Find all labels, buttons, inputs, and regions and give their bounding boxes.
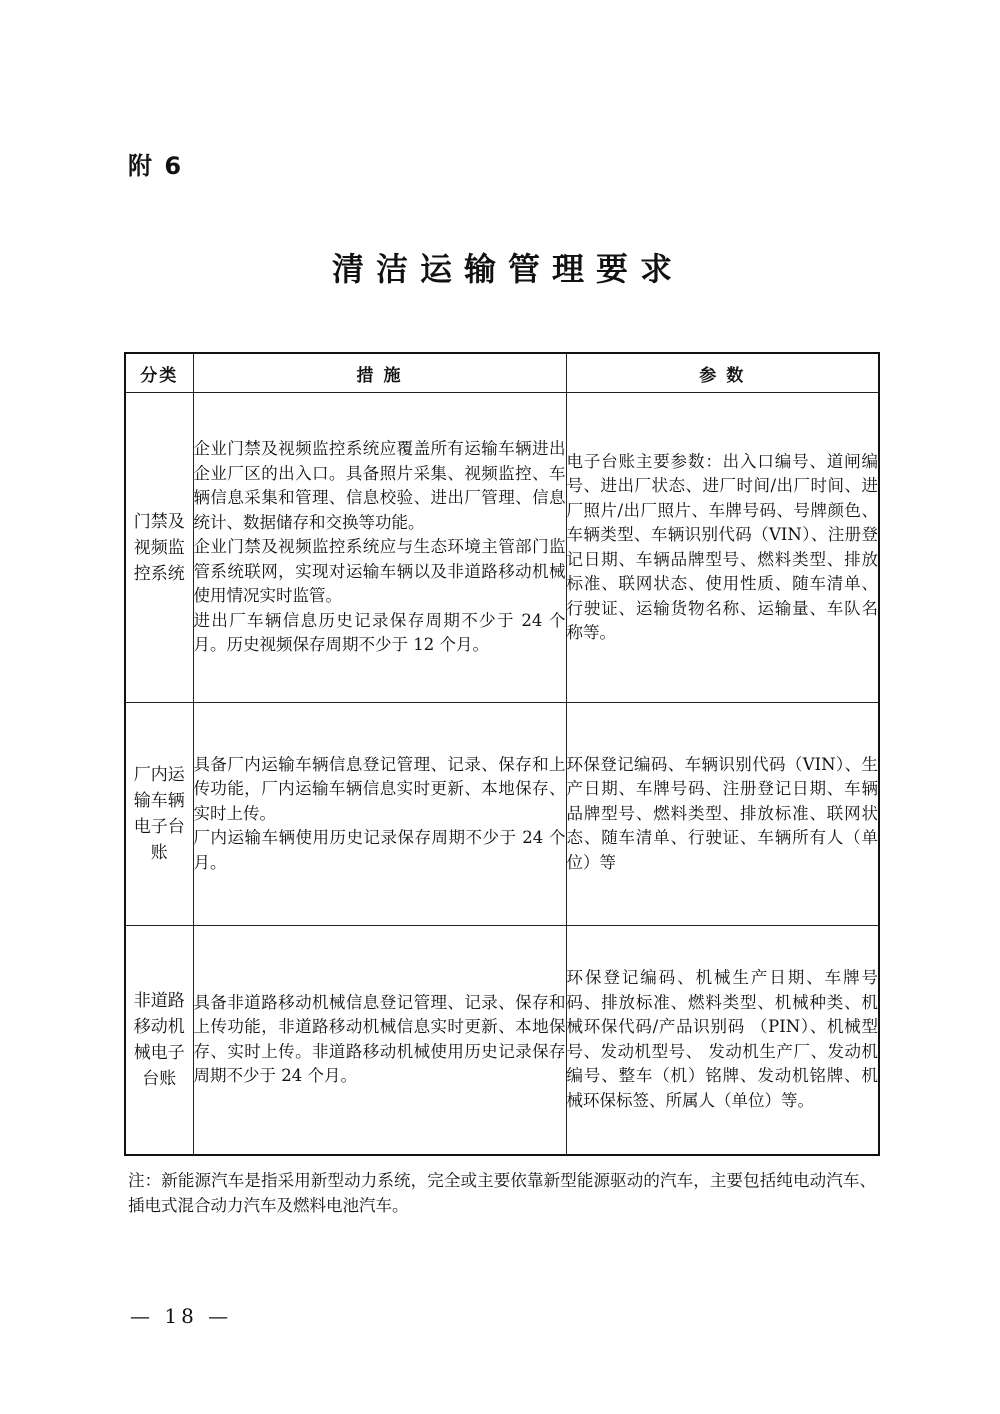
measure-paragraph: 企业门禁及视频监控系统应覆盖所有运输车辆进出企业厂区的出入口。具备照片采集、视频监控、车辆信息采集和管理、信息校验、进出厂管理、信息统计、数据储存和交换等功能。 <box>193 439 566 532</box>
parameters-cell: 环保登记编码、车辆识别代码（VIN）、生产日期、车牌号码、注册登记日期、车辆品牌型号、燃料类型、排放标准、联网状态、随车清单、行驶证、车辆所有人（单位）等 <box>566 703 879 926</box>
table-row <box>125 393 879 703</box>
measures-cell <box>193 703 566 926</box>
requirements-table <box>124 352 880 1156</box>
measure-paragraph: 企业门禁及视频监控系统应与生态环境主管部门监管系统联网，实现对运输车辆以及非道路移动机械使用情况实时监管。 <box>193 537 566 606</box>
parameters-cell: 环保登记编码、机械生产日期、车牌号码、排放标准、燃料类型、机械种类、机械环保代码/产品识别码 （PIN）、机械型号、发动机型号、 发动机生产厂、发动机编号、整车（机）铭牌、发动机铭牌、机械环保标签、所属人（单位）等。 <box>566 926 879 1155</box>
header-category: 分类 <box>125 353 193 393</box>
category-cell: 门禁及视频监控系统 <box>125 393 193 703</box>
header-measures: 措 施 <box>193 353 566 393</box>
page-number: — 18 — <box>130 1304 233 1328</box>
parameters-cell: 电子台账主要参数：出入口编号、道闸编号、进出厂状态、进厂时间/出厂时间、进厂照片/出厂照片、车牌号码、号牌颜色、车辆类型、车辆识别代码（VIN）、注册登记日期、车辆品牌型号、燃料类型、排放标准、联网状态、使用性质、随车清单、行驶证、运输货物名称、运输量、车队名称等。 <box>566 393 879 703</box>
footnote: 注：新能源汽车是指采用新型动力系统，完全或主要依靠新型能源驱动的汽车，主要包括纯电动汽车、插电式混合动力汽车及燃料电池汽车。 <box>128 1171 876 1215</box>
table-row <box>125 926 879 1155</box>
header-parameters: 参 数 <box>566 353 879 393</box>
attachment-label: 附 6 <box>128 152 184 180</box>
measures-cell <box>193 393 566 703</box>
category-cell: 非道路移动机械电子台账 <box>125 926 193 1155</box>
measure-paragraph: 进出厂车辆信息历史记录保存周期不少于 24 个月。历史视频保存周期不少于 12 个月。 <box>193 610 566 655</box>
table-header-row <box>125 353 879 393</box>
measure-paragraph: 具备非道路移动机械信息登记管理、记录、保存和上传功能，非道路移动机械信息实时更新、本地保存、实时上传。非道路移动机械使用历史记录保存周期不少于 24 个月。 <box>193 992 566 1086</box>
document-title: 清洁运输管理要求 <box>331 250 684 288</box>
measure-paragraph: 具备厂内运输车辆信息登记管理、记录、保存和上传功能，厂内运输车辆信息实时更新、本地保存、实时上传。 <box>193 754 566 823</box>
table-row <box>125 703 879 926</box>
measure-paragraph: 厂内运输车辆使用历史记录保存周期不少于 24 个月。 <box>193 828 566 872</box>
category-cell: 厂内运输车辆电子台账 <box>125 703 193 926</box>
measures-cell <box>193 926 566 1155</box>
